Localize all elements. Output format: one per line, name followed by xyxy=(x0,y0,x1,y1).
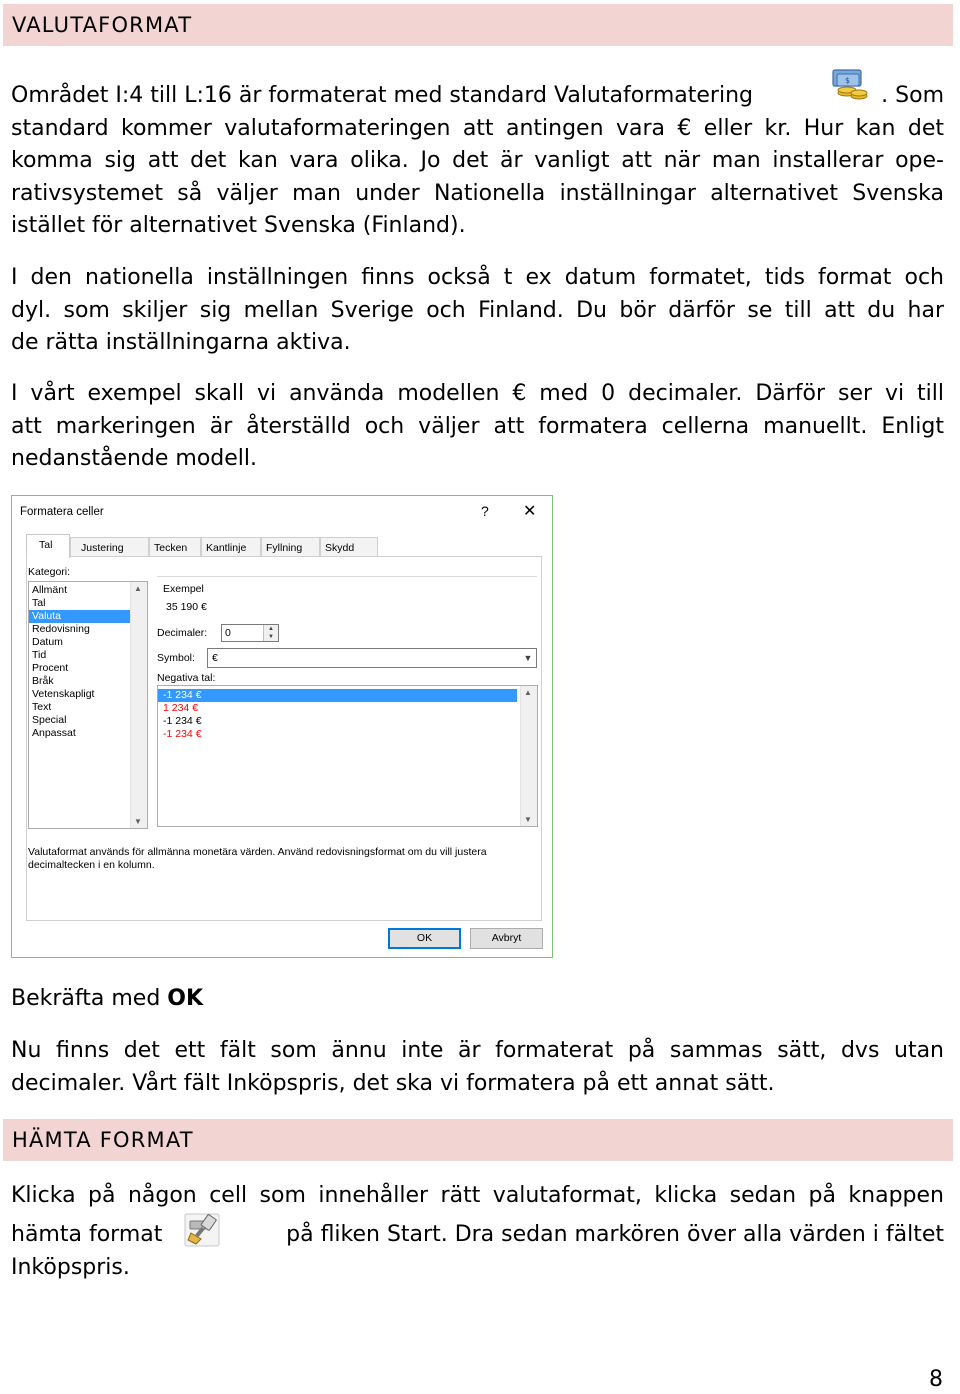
tab-tecken[interactable]: Tecken xyxy=(149,537,201,557)
section-heading-text: HÄMTA FORMAT xyxy=(12,1128,194,1152)
section-heading-hamta-format xyxy=(3,1119,953,1161)
format-description xyxy=(28,846,538,872)
ok-button[interactable]: OK xyxy=(388,928,461,949)
symbol-select[interactable] xyxy=(207,648,537,668)
dialog-tabs xyxy=(26,534,542,557)
chevron-down-icon[interactable]: ▼ xyxy=(523,653,533,663)
paragraph-line xyxy=(11,1213,944,1257)
section-heading-valutaformat xyxy=(3,4,953,46)
negative-numbers-list[interactable] xyxy=(157,685,538,827)
paragraph-line: Klicka på någon cell som innehåller rätt valutaformat, klicka sedan på knappen xyxy=(11,1183,944,1208)
scroll-down-icon[interactable]: ▼ xyxy=(524,815,532,824)
tab-tal[interactable]: Tal xyxy=(26,534,70,558)
currency-format-icon xyxy=(829,67,871,114)
category-list[interactable] xyxy=(28,581,148,829)
paragraph-line: att markeringen är återställd och väljer att formatera cellerna manuellt. Enligt xyxy=(11,413,944,439)
negative-scrollbar[interactable] xyxy=(520,686,537,826)
paragraph-example xyxy=(11,378,944,476)
paragraph-line: I vårt exempel skall vi använda modellen € med 0 decimaler. Därför ser vi till xyxy=(11,381,944,406)
symbol-label: Symbol: xyxy=(157,652,195,664)
list-item[interactable]: -1 234 € xyxy=(163,728,202,740)
paragraph-line: standard kommer valutaformateringen att antingen vara € eller kr. Hur kan det xyxy=(11,115,944,141)
format-painter-icon xyxy=(184,1213,220,1263)
paragraph-line: istället för alternativet Svenska (Finland). xyxy=(11,213,466,238)
list-item[interactable]: Tid xyxy=(32,649,47,661)
tab-kantlinje[interactable]: Kantlinje xyxy=(201,537,261,557)
decimals-label: Decimaler: xyxy=(157,627,208,639)
paragraph-line: komma sig att det kan vara olika. Jo det är vanligt att när man installerar ope- xyxy=(11,148,944,173)
line-text-continued: . Som xyxy=(881,83,944,108)
paragraph-inkopspris xyxy=(11,1035,944,1100)
paragraph-line: Nu finns det ett fält som ännu inte är formaterat på sammas sätt, dvs utan xyxy=(11,1038,944,1063)
list-item[interactable]: Tal xyxy=(32,597,46,609)
list-item[interactable]: -1 234 € xyxy=(163,715,202,727)
paragraph-line: de rätta inställningarna aktiva. xyxy=(11,330,351,355)
category-scrollbar[interactable] xyxy=(130,582,147,828)
scroll-up-icon[interactable]: ▲ xyxy=(134,584,142,593)
dialog-title: Formatera celler xyxy=(20,506,104,518)
paragraph-intro xyxy=(11,76,944,243)
list-item[interactable]: 1 234 € xyxy=(163,702,199,714)
list-item-selected[interactable]: -1 234 € xyxy=(158,689,517,702)
category-label: Kategori: xyxy=(28,566,71,578)
scroll-down-icon[interactable]: ▼ xyxy=(134,817,142,826)
paragraph-line: nedanstående modell. xyxy=(11,446,258,471)
paragraph-line: decimaler. Vårt fält Inköpspris, det ska vi formatera på ett annat sätt. xyxy=(11,1070,775,1096)
example-label: Exempel xyxy=(163,583,204,595)
list-item[interactable]: Text xyxy=(32,701,52,713)
description-line: decimaltecken i en kolumn. xyxy=(28,859,155,871)
svg-text:$: $ xyxy=(845,76,851,85)
scroll-up-icon[interactable]: ▲ xyxy=(524,688,532,697)
decimals-value: 0 xyxy=(225,627,231,639)
line-text: Området I:4 till L:16 är formaterat med standard Valutaformatering xyxy=(11,83,753,108)
list-item[interactable]: Procent xyxy=(32,662,69,674)
confirm-line xyxy=(11,983,944,1016)
description-line: Valutaformat används för allmänna monetära värden. Använd redovisningsformat om du vill justera xyxy=(28,846,487,858)
confirm-text: Bekräfta med xyxy=(11,986,168,1011)
tab-justering[interactable]: Justering xyxy=(70,537,149,557)
list-item[interactable]: Vetenskapligt xyxy=(32,688,95,700)
line-text: hämta format xyxy=(11,1221,163,1247)
list-item[interactable]: Special xyxy=(32,714,67,726)
tab-skydd[interactable]: Skydd xyxy=(320,537,378,557)
paragraph-national-settings xyxy=(11,262,944,360)
confirm-bold: OK xyxy=(167,986,204,1011)
list-item-selected[interactable]: Valuta xyxy=(29,610,132,623)
negative-numbers-label: Negativa tal: xyxy=(157,672,216,684)
symbol-value: € xyxy=(212,652,218,664)
cancel-button[interactable]: Avbryt xyxy=(470,928,543,949)
line-text-continued: på fliken Start. Dra sedan markören över alla värden i fältet xyxy=(286,1221,944,1247)
spin-arrows-icon[interactable]: ▲ ▼ xyxy=(263,625,278,641)
close-icon[interactable]: ✕ xyxy=(523,503,537,520)
list-item[interactable]: Datum xyxy=(32,636,63,648)
example-value: 35 190 € xyxy=(166,601,207,613)
example-group xyxy=(157,576,537,617)
paragraph-line xyxy=(11,76,944,113)
paragraph-line: Inköpspris. xyxy=(11,1254,130,1280)
paragraph-line: dyl. som skiljer sig mellan Sverige och Finland. Du bör därför se till att du har xyxy=(11,297,944,323)
list-item[interactable]: Redovisning xyxy=(32,623,90,635)
section-heading-text: VALUTAFORMAT xyxy=(12,13,193,37)
list-item[interactable]: Allmänt xyxy=(32,584,68,596)
paragraph-format-painter xyxy=(11,1180,944,1279)
paragraph-line: I den nationella inställningen finns också t ex datum formatet, tids format och xyxy=(11,265,944,290)
format-cells-dialog xyxy=(11,495,553,958)
decimals-stepper[interactable] xyxy=(221,624,279,642)
list-item[interactable]: Anpassat xyxy=(32,727,76,739)
help-button[interactable]: ? xyxy=(481,503,489,519)
page-number: 8 xyxy=(929,1367,943,1392)
paragraph-line: rativsystemet så väljer man under Nationella inställningar alternativet Svenska xyxy=(11,180,944,206)
list-item[interactable]: Bråk xyxy=(32,675,54,687)
tab-fyllning[interactable]: Fyllning xyxy=(261,537,320,557)
